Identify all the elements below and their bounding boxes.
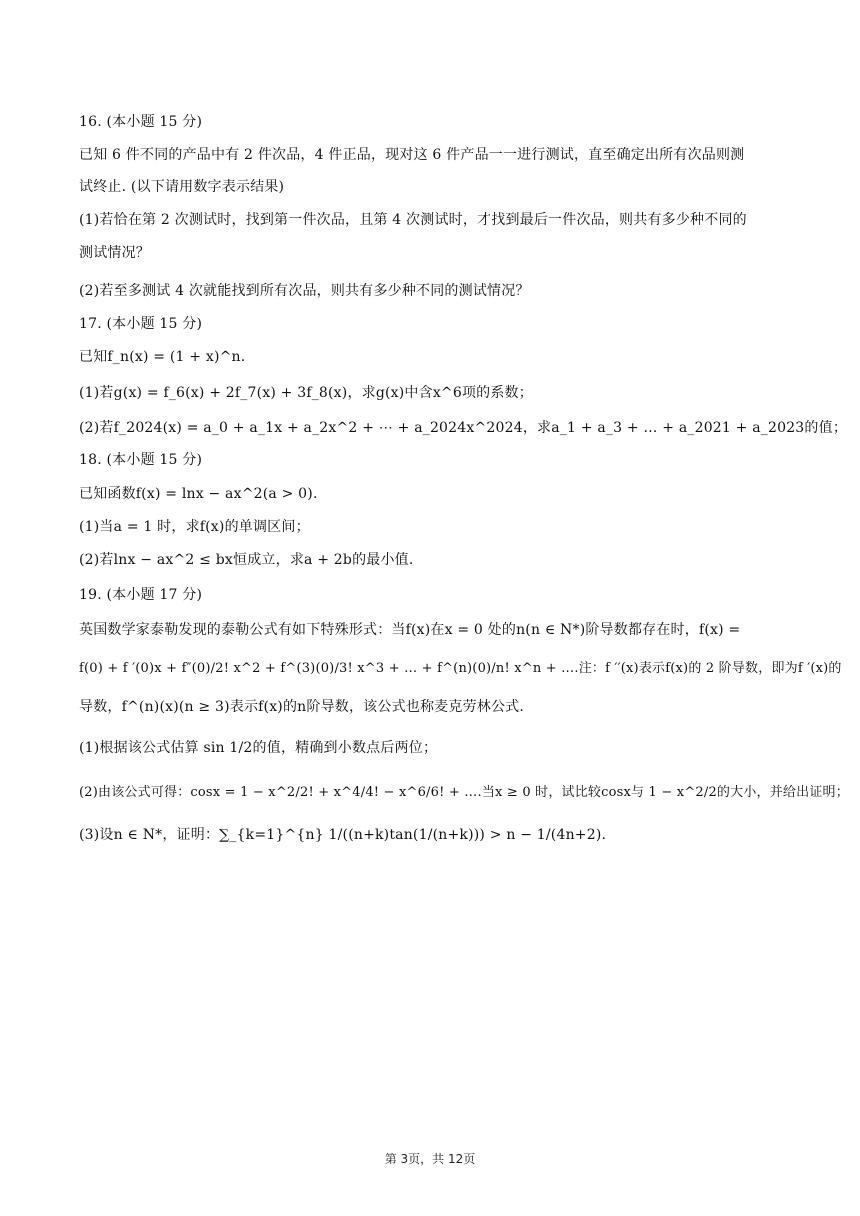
q16-line-2: 试终止. (以下请用数字表示结果): [79, 179, 285, 195]
q17-title: 17. (本小题 15 分): [79, 316, 203, 332]
q16-title: 16. (本小题 15 分): [79, 114, 203, 130]
q16-part-1b: 测试情况？: [79, 245, 150, 261]
q19-part-3: (3)设n ∈ N*，证明：∑_{k=1}^{n} 1/((n+k)tan(1/(n+k))) > n − 1/(4n+2).: [79, 827, 607, 843]
q17-line-1: 已知f_n(x) = (1 + x)^n.: [79, 349, 246, 365]
q18-line-1: 已知函数f(x) = lnx − ax^2(a > 0).: [79, 486, 318, 502]
q19-part-1: (1)根据该公式估算 sin 1/2的值，精确到小数点后两位；: [79, 740, 438, 756]
q17-part-2: (2)若f_2024(x) = a_0 + a_1x + a_2x^2 + ⋯ + a_2024x^2024，求a_1 + a_3 + … + a_2021 + a_2023的值；: [79, 420, 848, 436]
q18-part-2: (2)若lnx − ax^2 ≤ bx恒成立，求a + 2b的最小值.: [79, 552, 414, 568]
q18-title: 18. (本小题 15 分): [79, 452, 203, 468]
q18-part-1: (1)当a = 1 时，求f(x)的单调区间；: [79, 519, 310, 535]
q19-title: 19. (本小题 17 分): [79, 587, 203, 603]
q16-part-2: (2)若至多测试 4 次就能找到所有次品，则共有多少种不同的测试情况？: [79, 283, 530, 299]
q16-line-1: 已知 6 件不同的产品中有 2 件次品，4 件正品，现对这 6 件产品一一进行测试，直至确定出所有次品则测: [79, 147, 745, 163]
q17-part-1: (1)若g(x) = f_6(x) + 2f_7(x) + 3f_8(x)，求g(x)中含x^6项的系数；: [79, 385, 533, 401]
q19-line-2: f(0) + f ′(0)x + f″(0)/2! x^2 + f^(3)(0)/3! x^3 + … + f^(n)(0)/n! x^n + ….注：f ′′(x)表示f(x)的 2 阶导数，即为f ′(x)的: [79, 661, 842, 676]
q16-part-1a: (1)若恰在第 2 次测试时，找到第一件次品，且第 4 次测试时，才找到最后一件次品，则共有多少种不同的: [79, 212, 747, 228]
q19-part-2: (2)由该公式可得：cosx = 1 − x^2/2! + x^4/4! − x^6/6! + ….当x ≥ 0 时，试比较cosx与 1 − x^2/2的大小，并给出证明；: [79, 785, 849, 800]
q19-line-1: 英国数学家泰勒发现的泰勒公式有如下特殊形式：当f(x)在x = 0 处的n(n ∈ N*)阶导数都存在时，f(x) =: [79, 622, 741, 638]
q19-line-3: 导数，f^(n)(x)(n ≥ 3)表示f(x)的n阶导数，该公式也称麦克劳林公式.: [79, 699, 525, 715]
page-footer: 第 3页，共 12页: [384, 1152, 476, 1166]
